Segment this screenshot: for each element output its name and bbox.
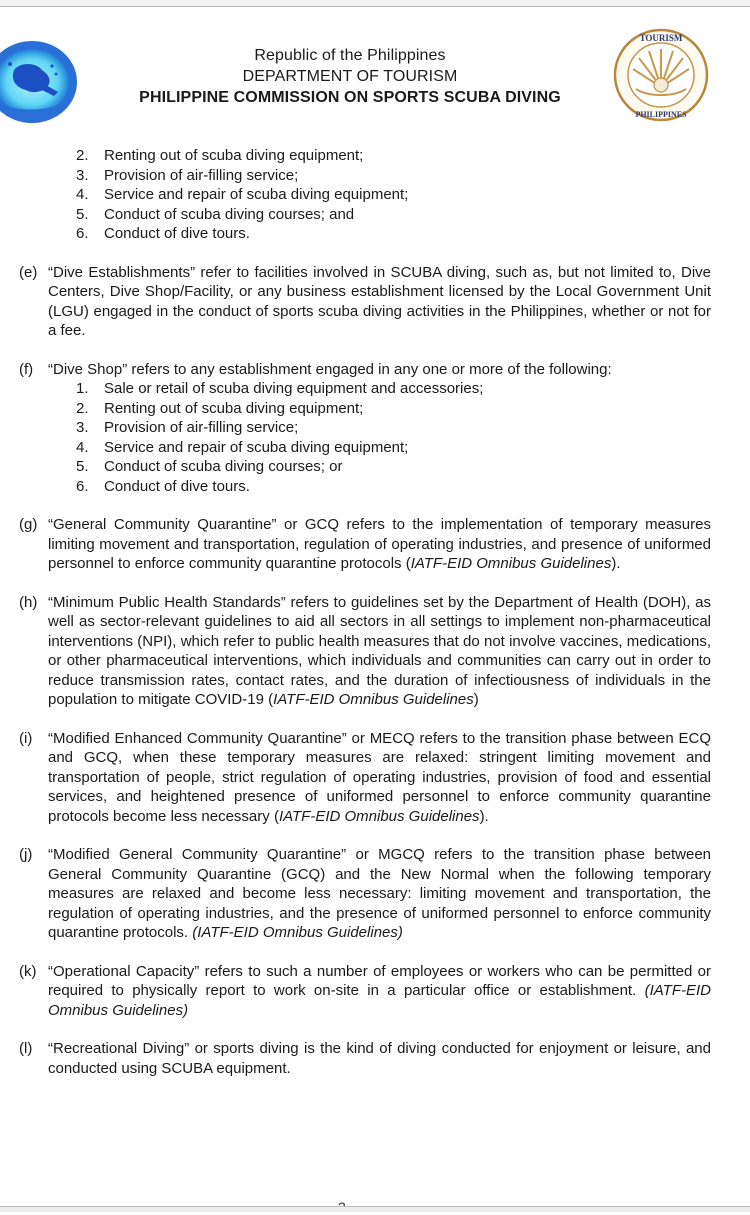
list-item: 3. Provision of air-filling service; <box>76 419 299 436</box>
citation: IATF-EID Omnibus Guidelines <box>410 555 612 572</box>
citation: IATF-EID Omnibus Guidelines <box>273 691 474 708</box>
definition-label: (f) <box>19 360 34 378</box>
list-item: 2. Renting out of scuba diving equipment; <box>76 147 364 164</box>
list-item: 4. Service and repair of scuba diving equipment; <box>76 186 409 203</box>
dive-shop-list <box>0 379 750 496</box>
definition-e <box>0 263 750 341</box>
continued-list <box>0 146 750 244</box>
definition-label: (l) <box>19 1040 33 1057</box>
definition-label: (j) <box>19 846 33 863</box>
definition-g: (g) “General Community Quarantine” or GCQ refers to the implementation of temporary measures limiting movement and transportation, regulation of operating industries, and presence of uniformed personnel to enforce community quarantine protocols (IATF-EID Omnibus Guidelines). <box>19 516 711 572</box>
definition-text: “Modified General Community Quarantine” or MGCQ refers to the transition phase between General Community Quarantine (GCQ) and the New Normal when the following temporary measures are relaxed and become less necessary: limiting movement and transportation, the regulation of operating industries, and the presence of uniformed personnel to enforce community quarantine protocols. <box>48 846 711 941</box>
definition-text: “Modified Enhanced Community Quarantine” or MECQ refers to the transition phase between ECQ and GCQ, when these temporary measures are relaxed: stringent limiting movement and transportation of people, strict regulation of operating industries, provision of food and essential services, and heightened presence of uniformed personnel to enforce community quarantine protocols become less necessary ( <box>48 729 711 825</box>
list-item: 5. Conduct of scuba diving courses; and <box>76 205 355 223</box>
list-item: 2. Renting out of scuba diving equipment; <box>76 399 364 417</box>
definition-label: (h) <box>19 593 38 611</box>
definition-text: “Minimum Public Health Standards” refers to guidelines set by the Department of Health (DOH), as well as sector-relevant guidelines to aid all sectors in all settings to implement non-pharmaceutical interventions (NPI), which refer to public health measures that do not involve vaccines, medications, or other pharmaceutical interventions, which individuals and communities can carry out in order to reduce transmission rates, contact rates, and the duration of infectiousness of individuals in the population to mitigate COVID-19 ( <box>48 593 711 708</box>
seal-text-bottom: PHILIPPINES <box>635 110 687 119</box>
list-item: 4. Service and repair of scuba diving equipment; <box>76 438 409 456</box>
definition-text: “Dive Shop” refers to any establishment engaged in any one or more of the following: <box>48 360 612 378</box>
citation: (IATF-EID Omnibus Guidelines) <box>48 982 711 1019</box>
definition-text: “Recreational Diving” or sports diving is the kind of diving conducted for enjoyment or leisure, and conducted using SCUBA equipment. <box>48 1040 711 1077</box>
letterhead-commission: PHILIPPINE COMMISSION ON SPORTS SCUBA DIVING <box>139 89 561 106</box>
definition-label: (g) <box>19 516 38 533</box>
bottom-border <box>0 1206 750 1212</box>
definition-label: (e) <box>19 263 38 281</box>
top-border <box>0 0 750 7</box>
list-item: 1. Sale or retail of scuba diving equipment and accessories; <box>76 380 484 397</box>
definition-f <box>0 360 750 380</box>
definition-i: (i) “Modified Enhanced Community Quarantine” or MECQ refers to the transition phase between ECQ and GCQ, when these temporary measures are relaxed: stringent limiting movement and transportation of people, strict regulation of operating industries, provision of food and essential services, and heightened presence of uniformed personnel to enforce community quarantine protocols become less necessary (IATF-EID Omnibus Guidelines). <box>19 729 711 825</box>
definition-l <box>0 1039 750 1078</box>
list-item: 5. Conduct of scuba diving courses; or <box>76 458 343 475</box>
definition-j <box>0 845 750 943</box>
definition-k <box>0 962 750 1021</box>
letterhead-republic: Republic of the Philippines <box>254 47 446 64</box>
definition-text: “General Community Quarantine” or GCQ refers to the implementation of temporary measures limiting movement and transportation, regulation of operating industries, and presence of uniformed personnel to enforce community quarantine protocols ( <box>48 516 711 572</box>
definition-label: (k) <box>19 962 37 980</box>
letterhead-department: DEPARTMENT OF TOURISM <box>242 68 458 85</box>
definition-label: (i) <box>19 729 33 747</box>
list-item: 6. Conduct of dive tours. <box>76 225 250 242</box>
list-item: 6. Conduct of dive tours. <box>76 477 250 495</box>
definition-text: “Operational Capacity” refers to such a number of employees or workers who can be permitted or required to physically report to work on-site in a particular office or establishment. <box>48 962 711 999</box>
definition-text: “Dive Establishments” refer to facilities involved in SCUBA diving, such as, but not limited to, Dive Centers, Dive Shop/Facility, or any business establishment licensed by the Local Government Unit (LGU) engaged in the conduct of sports scuba diving activities in the Philippines, whether or not for a fee. <box>48 263 711 339</box>
seal-text-top: TOURISM <box>639 33 683 43</box>
definition-h: (h) “Minimum Public Health Standards” refers to guidelines set by the Department of Health (DOH), as well as sector-relevant guidelines to aid all sectors in all settings to implement non-pharmaceutical interventions (NPI), which refer to public health measures that do not involve vaccines, medications, or other pharmaceutical interventions, which individuals and communities can carry out in order to reduce transmission rates, contact rates, and the duration of infectiousness of individuals in the population to mitigate COVID-19 (IATF-EID Omnibus Guidelines) <box>19 593 711 708</box>
citation: IATF-EID Omnibus Guidelines <box>278 807 480 825</box>
list-item: 3. Provision of air-filling service; <box>76 166 299 184</box>
citation: (IATF-EID Omnibus Guidelines) <box>192 924 403 941</box>
document-body <box>0 146 750 1078</box>
